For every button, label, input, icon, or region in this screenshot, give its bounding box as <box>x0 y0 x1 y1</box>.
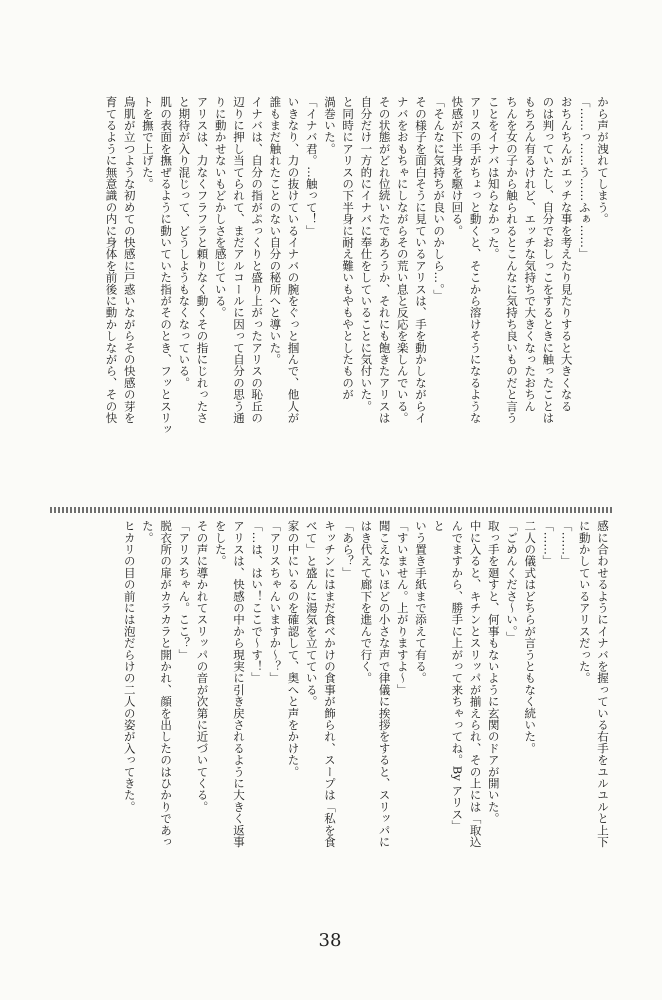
text-line: りに動かせないもどかしさを感じている。 <box>213 96 228 319</box>
text-line: その声に導かれてスリッパの音が次第に近づいてくる。 <box>195 520 210 813</box>
text-block-top <box>104 96 612 500</box>
text-line: はき代えて廊下を進んで行く。 <box>359 520 374 684</box>
text-line: 家の中にいるのを確認して、奥へと声をかけた。 <box>286 520 301 778</box>
text-line: 取っ手を廻すと、何事もないように玄関のドアが開いた。 <box>486 520 501 825</box>
text-line: 肌の表面を撫ぜるように動いていた指がそのとき、フッとスリッ <box>159 96 174 436</box>
text-line: 二人の儀式はどちらが言うともなく続いた。 <box>523 520 538 754</box>
text-line: に動かしているアリスだった。 <box>577 520 592 684</box>
text-line: 鳥肌が立つような初めての快感に戸惑いながらその快感の芽を <box>122 96 137 424</box>
text-line: 「イナバ君。…触って！」 <box>304 96 319 237</box>
text-line: ことをイナバは知らなかった。 <box>486 96 501 260</box>
text-line: のは判っていたし、自分でおしっこをするときに触ったことは <box>541 96 556 424</box>
text-line: 感に合わせるようにイナバを握っている右手をユルユルと上下 <box>596 520 610 848</box>
text-line: ヒカリの目の前には泡だらけの二人の姿が入ってきた。 <box>122 520 137 813</box>
text-line: トを撫で上げた。 <box>140 96 155 190</box>
text-line: ちんを女の子から触られるとこんなに気持ち良いものだと言う <box>504 96 519 424</box>
text-line: イナバは、自分の指がぷっくりと盛り上がったアリスの恥丘の <box>250 96 265 424</box>
text-block-bottom <box>52 520 612 865</box>
text-line: 「すいません。上がりますよ〜」 <box>395 520 410 696</box>
text-line: 快感が下半身を駆け回る。 <box>450 96 465 237</box>
text-line: 聞こえないほどの小さな声で律儀に挨拶をすると、スリッパに <box>377 520 392 848</box>
text-line: キッチンにはまだ食べかけの食事が飾られ、スープは「私を食 <box>322 520 337 848</box>
text-line: いきなり、力の抜けているイナバの腕をぐっと掴んで、他人が <box>286 96 301 424</box>
text-line: アリスの手がちょっと動くと、そこから溶けそうになるような <box>468 96 483 424</box>
text-line: んでますから、勝手に上がって来ちゃってね。By アリス」 <box>450 520 465 832</box>
text-line: 「アリスちゃんいますか〜？」 <box>268 520 283 684</box>
wavy-divider <box>50 507 612 513</box>
text-line: その様子を面白そうに見ているアリスは、手を動かしながらイ <box>413 96 428 424</box>
text-line: と期待が入り混じって、どうしようもなくなっている。 <box>177 96 192 389</box>
text-line: おちんちんがエッチな事を考えたり見たりすると大きくなる <box>559 96 574 412</box>
page-number: 38 <box>318 930 342 951</box>
text-line: と同時にアリスの下半身に耐え難いもやもやとしたものが <box>341 96 356 401</box>
text-line: 「ごめんくださ〜い。」 <box>504 520 519 643</box>
text-line: 「アリスちゃん。ここ？」 <box>177 520 192 661</box>
text-line: た。 <box>140 520 155 544</box>
text-line: 中に入ると、キチンとスリッパが揃えられ、その上には「取込 <box>468 520 483 848</box>
text-line: と <box>432 520 447 532</box>
text-line: 自分だけ一方的にイナバに奉仕をしていることに気付いた。 <box>359 96 374 412</box>
text-line: 渦巻いた。 <box>322 96 337 155</box>
text-line: 育てるように無意識の内に身体を前後に動かしながら、その快 <box>104 96 119 424</box>
text-line: 「そんなに気持ちが良いのかしら…。」 <box>432 96 447 301</box>
text-line: 「……っ……う……ふぁ……」 <box>577 96 592 260</box>
text-line: 誰もまだ触れたことのない自分の秘所へと導いた。 <box>268 96 283 366</box>
text-line: 「……」 <box>559 520 574 567</box>
text-line: をした。 <box>213 520 228 567</box>
text-line: アリスは、力なくフラフラと頼りなく動くその指にじれったさ <box>195 96 210 424</box>
text-line: から声が洩れてしまう。 <box>596 96 610 225</box>
text-line: もちろん有るけれど、エッチな気持ちで大きくなったおちん <box>523 96 538 412</box>
text-line: 「……」 <box>541 520 556 567</box>
text-line: いう置き手紙まで添えて有る。 <box>413 520 428 684</box>
text-line: 「…は、はい！ここで〜す！」 <box>250 520 265 684</box>
text-line: アリスは、快感の中から現実に引き戻されるように大きく返事 <box>231 520 246 848</box>
text-line: 辺りに押し当てられて、まだアルコールに因って自分の思う通 <box>231 96 246 424</box>
text-line: その状態がどれ位続いたであろうか、それにも飽きたアリスは <box>377 96 392 424</box>
text-line: 「あら？」 <box>341 520 356 579</box>
text-line: 脱衣所の扉がカラカラと開かれ、顔を出したのはひかりであっ <box>159 520 174 848</box>
text-line: べて」と盛んに湯気を立てている。 <box>304 520 319 708</box>
text-line: ナバをおもちゃにしながらその荒い息と反応を楽しんでいる。 <box>395 96 410 424</box>
